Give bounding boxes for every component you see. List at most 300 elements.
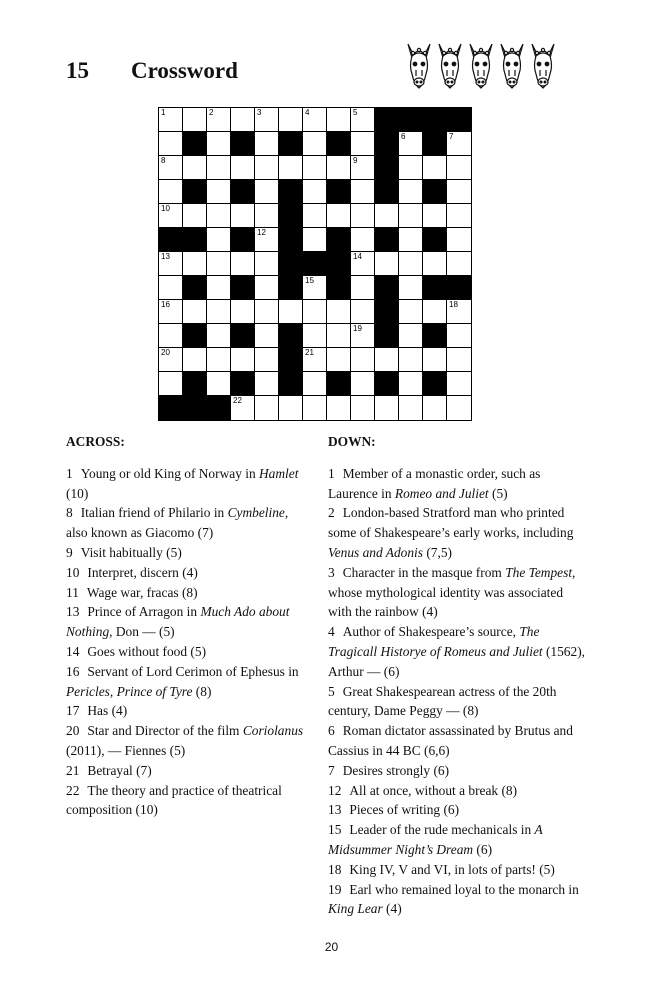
grid-cell[interactable]	[183, 204, 207, 228]
grid-cell[interactable]	[399, 180, 423, 204]
down-clue	[328, 464, 590, 504]
grid-cell-black	[279, 204, 303, 228]
clue-number: 3	[328, 564, 335, 580]
grid-cell-black	[279, 252, 303, 276]
grid-cell[interactable]	[303, 372, 327, 396]
grid-cell-black	[423, 180, 447, 204]
clue-number: 15	[305, 276, 314, 285]
clue-number: 18	[328, 861, 342, 877]
clue-number: 14	[353, 252, 362, 261]
grid-cell-black	[327, 276, 351, 300]
grid-cell-black	[279, 276, 303, 300]
page-title: Crossword	[131, 58, 238, 83]
grid-cell[interactable]	[399, 396, 423, 420]
clue-number: 1	[161, 108, 166, 117]
grid-cell-black	[183, 132, 207, 156]
grid-cell[interactable]	[447, 156, 471, 180]
grid-cell[interactable]	[447, 396, 471, 420]
clue-title-text: Venus and Adonis	[328, 544, 423, 560]
grid-cell[interactable]	[399, 372, 423, 396]
grid-cell[interactable]	[303, 204, 327, 228]
across-clue	[66, 761, 306, 781]
grid-cell-black	[183, 276, 207, 300]
grid-cell[interactable]	[255, 324, 279, 348]
clue-text: Italian friend of Philario in	[80, 505, 228, 521]
across-clue	[66, 642, 306, 662]
grid-cell-black	[279, 228, 303, 252]
grid-cell-black	[279, 348, 303, 372]
grid-cell[interactable]	[207, 372, 231, 396]
grid-cell[interactable]	[207, 252, 231, 276]
grid-cell[interactable]	[231, 204, 255, 228]
grid-cell[interactable]	[279, 396, 303, 420]
clue-number: 3	[257, 108, 262, 117]
clue-number: 1	[328, 465, 335, 481]
grid-cell[interactable]	[303, 156, 327, 180]
grid-cell[interactable]	[255, 180, 279, 204]
grid-cell[interactable]	[423, 396, 447, 420]
clue-number: 16	[161, 300, 170, 309]
grid-cell[interactable]	[255, 348, 279, 372]
grid-cell[interactable]	[183, 300, 207, 324]
grid-cell[interactable]	[207, 300, 231, 324]
grid-cell[interactable]	[159, 180, 183, 204]
grid-cell-black	[375, 300, 399, 324]
grid-cell[interactable]	[447, 132, 471, 156]
grid-cell-black	[399, 108, 423, 132]
grid-cell[interactable]	[351, 300, 375, 324]
clue-number: 6	[401, 132, 406, 141]
grid-cell-black	[231, 324, 255, 348]
grid-cell[interactable]	[399, 276, 423, 300]
clue-text: Goes without food (5)	[87, 643, 207, 659]
grid-cell[interactable]	[255, 132, 279, 156]
down-clue	[328, 820, 590, 860]
grid-cell[interactable]	[447, 228, 471, 252]
clue-text: Prince of Arragon in	[87, 604, 201, 620]
grid-cell[interactable]	[159, 108, 183, 132]
grid-cell-black	[303, 252, 327, 276]
grid-cell-black	[375, 372, 399, 396]
clue-text: London-based Stratford man who printed some of Shakespeare’s early works, including	[328, 505, 574, 541]
clue-text: King IV, V and VI, in lots of parts! (5)	[349, 861, 555, 877]
grid-cell-black	[423, 132, 447, 156]
grid-cell[interactable]	[351, 156, 375, 180]
grid-cell[interactable]	[207, 108, 231, 132]
grid-cell[interactable]	[303, 300, 327, 324]
clue-text: Leader of the rude mechanicals in	[349, 822, 535, 838]
down-clue	[328, 880, 590, 920]
grid-cell[interactable]	[399, 300, 423, 324]
clue-number: 13	[66, 604, 80, 620]
grid-cell[interactable]	[207, 156, 231, 180]
clue-number: 4	[328, 624, 335, 640]
grid-cell[interactable]	[255, 228, 279, 252]
clue-title-text: A Midsummer Night’s Dream	[328, 822, 543, 857]
grid-cell-black	[327, 228, 351, 252]
grid-cell[interactable]	[375, 348, 399, 372]
clue-number: 6	[328, 723, 335, 739]
grid-cell[interactable]	[159, 348, 183, 372]
grid-cell-black	[375, 276, 399, 300]
down-clue	[328, 563, 590, 622]
grid-cell[interactable]	[207, 324, 231, 348]
grid-cell-black	[231, 180, 255, 204]
down-clue	[328, 682, 590, 722]
grid-cell[interactable]	[423, 204, 447, 228]
grid-cell-black	[447, 276, 471, 300]
clue-text: Earl who remained loyal to the monarch in	[349, 881, 579, 897]
grid-cell[interactable]	[351, 180, 375, 204]
grid-cell[interactable]	[327, 108, 351, 132]
down-heading: DOWN:	[328, 434, 376, 449]
grid-cell[interactable]	[159, 156, 183, 180]
grid-cell[interactable]	[447, 324, 471, 348]
clue-text: Visit habitually (5)	[80, 544, 182, 560]
clue-number: 2	[209, 108, 214, 117]
grid-cell[interactable]	[183, 156, 207, 180]
clue-text: , also known as Giacomo (7)	[66, 505, 289, 541]
grid-cell[interactable]	[159, 276, 183, 300]
clue-text: Young or old King of Norway in	[80, 465, 259, 481]
grid-cell[interactable]	[351, 108, 375, 132]
clue-number: 15	[328, 822, 342, 838]
across-clue	[66, 543, 306, 563]
grid-cell[interactable]	[399, 204, 423, 228]
grid-cell[interactable]	[399, 132, 423, 156]
clue-number: 2	[328, 505, 335, 521]
grid-cell-black	[327, 180, 351, 204]
grid-cell[interactable]	[207, 276, 231, 300]
grid-cell-black	[183, 180, 207, 204]
grid-cell[interactable]	[351, 372, 375, 396]
clue-number: 5	[353, 108, 358, 117]
across-clue	[66, 781, 306, 821]
grid-cell[interactable]	[255, 204, 279, 228]
grid-cell[interactable]	[327, 396, 351, 420]
grid-cell[interactable]	[255, 276, 279, 300]
across-clue	[66, 721, 306, 761]
grid-cell[interactable]	[399, 156, 423, 180]
puzzle-number: 15	[66, 58, 89, 83]
clue-text: Star and Director of the film	[87, 723, 243, 739]
grid-cell[interactable]	[327, 156, 351, 180]
difficulty-rating	[404, 40, 562, 92]
grid-cell-black	[279, 324, 303, 348]
down-clue-list	[328, 464, 590, 919]
clue-number: 7	[328, 762, 335, 778]
grid-cell[interactable]	[303, 108, 327, 132]
grid-cell-black	[207, 396, 231, 420]
grid-cell-black	[231, 372, 255, 396]
grid-cell[interactable]	[255, 396, 279, 420]
grid-cell[interactable]	[351, 204, 375, 228]
clue-text: The theory and practice of theatrical composition (10)	[66, 782, 282, 818]
grid-cell[interactable]	[207, 132, 231, 156]
grid-cell[interactable]	[183, 108, 207, 132]
clue-title-text: King Lear	[328, 901, 383, 917]
grid-cell[interactable]	[351, 132, 375, 156]
clue-text: (10)	[66, 485, 89, 501]
grid-cell-black	[159, 396, 183, 420]
clue-text: (6)	[473, 841, 493, 857]
grid-cell[interactable]	[399, 228, 423, 252]
clue-text: , Don — (5)	[109, 624, 175, 640]
grid-cell[interactable]	[327, 300, 351, 324]
grid-cell[interactable]	[303, 396, 327, 420]
clue-text: Great Shakespearean actress of the 20th century, Dame Peggy — (8)	[328, 683, 557, 719]
grid-cell-black	[447, 108, 471, 132]
clue-number: 13	[161, 252, 170, 261]
clue-number: 9	[353, 156, 358, 165]
grid-cell[interactable]	[399, 324, 423, 348]
grid-cell[interactable]	[231, 108, 255, 132]
down-clue	[328, 721, 590, 761]
grid-cell[interactable]	[447, 180, 471, 204]
clue-text: (7,5)	[422, 544, 452, 560]
grid-cell-black	[159, 228, 183, 252]
grid-cell[interactable]	[303, 132, 327, 156]
clue-text: (5)	[488, 485, 508, 501]
across-clue	[66, 662, 306, 702]
clue-text: Roman dictator assassinated by Brutus and Cassius in 44 BC (6,6)	[328, 723, 573, 758]
grid-cell[interactable]	[255, 252, 279, 276]
grid-cell[interactable]	[159, 372, 183, 396]
clue-number: 10	[161, 204, 170, 213]
grid-cell[interactable]	[399, 348, 423, 372]
clue-text: Member of a monastic order, such as Laurence in	[328, 465, 541, 501]
grid-cell-black	[375, 132, 399, 156]
grid-cell[interactable]	[183, 348, 207, 372]
clue-number: 11	[66, 584, 79, 600]
grid-cell[interactable]	[351, 324, 375, 348]
across-clue	[66, 503, 306, 543]
across-clue	[66, 563, 306, 583]
clue-text: Has (4)	[87, 703, 128, 719]
clue-title-text: Pericles, Prince of Tyre	[66, 683, 193, 699]
clue-number: 12	[328, 782, 342, 798]
grid-cell[interactable]	[231, 156, 255, 180]
grid-cell[interactable]	[183, 252, 207, 276]
clue-number: 21	[66, 762, 80, 778]
grid-cell-black	[375, 228, 399, 252]
grid-cell-black	[279, 132, 303, 156]
clue-number: 8	[66, 505, 73, 521]
clue-text: Character in the masque from	[342, 564, 506, 580]
clue-number: 17	[377, 300, 386, 309]
clue-number: 17	[66, 703, 80, 719]
across-clue	[66, 701, 306, 721]
clue-text: (8)	[192, 683, 212, 699]
grid-cell[interactable]	[351, 228, 375, 252]
clue-number: 11	[281, 204, 290, 213]
grid-cell-black	[423, 324, 447, 348]
grid-cell[interactable]	[423, 252, 447, 276]
across-clue-list	[66, 464, 306, 820]
donkey-head-icon	[501, 44, 523, 88]
grid-cell-black	[423, 276, 447, 300]
clue-text: , whose mythological identity was associated with the rainbow (4)	[328, 564, 576, 620]
clue-text: Interpret, discern (4)	[87, 564, 198, 580]
grid-cell-black	[183, 228, 207, 252]
grid-cell[interactable]	[255, 156, 279, 180]
clue-number: 14	[66, 643, 80, 659]
grid-cell[interactable]	[279, 108, 303, 132]
clue-text: Author of Shakespeare’s source,	[342, 624, 520, 640]
grid-cell-black	[423, 228, 447, 252]
grid-cell[interactable]	[207, 204, 231, 228]
clue-number: 13	[328, 802, 342, 818]
grid-cell-black	[279, 372, 303, 396]
crossword-grid	[158, 107, 472, 421]
clue-title-text: Coriolanus	[242, 723, 304, 739]
grid-cell[interactable]	[255, 300, 279, 324]
grid-cell[interactable]	[303, 180, 327, 204]
clue-number: 10	[66, 564, 80, 580]
grid-cell-black	[231, 228, 255, 252]
grid-cell[interactable]	[207, 180, 231, 204]
grid-cell-black	[231, 276, 255, 300]
grid-cell[interactable]	[159, 132, 183, 156]
page-number: 20	[324, 940, 339, 954]
clue-text: Betrayal (7)	[87, 762, 152, 778]
grid-cell-black	[375, 156, 399, 180]
grid-cell[interactable]	[423, 348, 447, 372]
clue-title-text: The Tragicall Historye of Romeus and Juliet	[328, 624, 543, 659]
clue-text: Pieces of writing (6)	[349, 802, 460, 818]
grid-cell-black	[375, 324, 399, 348]
grid-cell[interactable]	[375, 396, 399, 420]
grid-cell[interactable]	[255, 108, 279, 132]
clue-number: 8	[161, 156, 166, 165]
across-clue	[66, 464, 306, 504]
grid-cell[interactable]	[303, 324, 327, 348]
grid-cell-black	[231, 132, 255, 156]
grid-cell[interactable]	[159, 324, 183, 348]
grid-cell-black	[183, 324, 207, 348]
grid-cell-black	[183, 372, 207, 396]
grid-cell-black	[423, 372, 447, 396]
grid-cell[interactable]	[447, 348, 471, 372]
grid-cell[interactable]	[327, 324, 351, 348]
clue-number: 5	[328, 683, 335, 699]
clue-number: 9	[66, 544, 73, 560]
grid-cell[interactable]	[303, 348, 327, 372]
down-clue	[328, 800, 590, 820]
grid-cell-black	[327, 132, 351, 156]
grid-cell[interactable]	[159, 204, 183, 228]
clue-number: 19	[353, 324, 362, 333]
grid-cell[interactable]	[351, 348, 375, 372]
grid-cell[interactable]	[159, 252, 183, 276]
clue-number: 7	[449, 132, 454, 141]
clue-title-text: Much Ado about Nothing	[66, 604, 290, 640]
grid-cell-black	[327, 372, 351, 396]
grid-cell[interactable]	[231, 300, 255, 324]
grid-cell[interactable]	[423, 156, 447, 180]
clue-title-text: Romeo and Juliet	[394, 485, 489, 501]
clue-number: 16	[66, 663, 80, 679]
grid-cell[interactable]	[327, 204, 351, 228]
grid-cell-black	[183, 396, 207, 420]
clue-title-text: Cymbeline	[227, 505, 285, 521]
across-heading: ACROSS:	[66, 434, 125, 449]
clue-number: 12	[257, 228, 266, 237]
grid-cell[interactable]	[375, 204, 399, 228]
grid-cell[interactable]	[207, 348, 231, 372]
clue-text: All at once, without a break (8)	[349, 782, 518, 798]
grid-cell[interactable]	[375, 252, 399, 276]
grid-cell[interactable]	[327, 348, 351, 372]
down-clue	[328, 860, 590, 880]
donkey-head-icon	[532, 44, 554, 88]
clue-text: (4)	[382, 901, 402, 917]
clue-title-text: The Tempest	[505, 564, 573, 580]
grid-cell[interactable]	[279, 156, 303, 180]
down-clues	[328, 432, 590, 919]
grid-cell[interactable]	[447, 372, 471, 396]
donkey-head-icon	[408, 44, 430, 88]
clue-number: 1	[66, 465, 73, 481]
grid-cell[interactable]	[399, 252, 423, 276]
grid-cell-black	[423, 108, 447, 132]
down-clue	[328, 503, 590, 562]
grid-cell[interactable]	[231, 396, 255, 420]
clue-text: (1562), Arthur — (6)	[328, 643, 586, 679]
clue-text: Servant of Lord Cerimon of Ephesus in	[87, 663, 299, 679]
clue-number: 22	[233, 396, 242, 405]
clue-text: Wage war, fracas (8)	[86, 584, 198, 600]
donkey-head-icon	[439, 44, 461, 88]
clue-number: 19	[328, 881, 342, 897]
grid-cell[interactable]	[447, 252, 471, 276]
grid-cell[interactable]	[351, 276, 375, 300]
grid-cell-black	[279, 180, 303, 204]
clue-title-text: Hamlet	[259, 465, 299, 481]
clue-number: 18	[449, 300, 458, 309]
down-clue	[328, 761, 590, 781]
grid-cell-black	[375, 108, 399, 132]
clue-text: Desires strongly (6)	[342, 762, 450, 778]
grid-cell[interactable]	[231, 252, 255, 276]
clue-text: (2011), — Fiennes (5)	[66, 742, 186, 758]
grid-cell[interactable]	[159, 300, 183, 324]
grid-cell[interactable]	[423, 300, 447, 324]
donkey-head-icon	[470, 44, 492, 88]
grid-cell-black	[327, 252, 351, 276]
across-clues	[66, 432, 306, 820]
down-clue	[328, 781, 590, 801]
clue-number: 20	[161, 348, 170, 357]
across-clue	[66, 602, 306, 642]
clue-number: 20	[66, 723, 80, 739]
grid-cell[interactable]	[303, 276, 327, 300]
grid-cell[interactable]	[279, 300, 303, 324]
grid-cell[interactable]	[303, 228, 327, 252]
clue-number: 21	[305, 348, 314, 357]
grid-cell[interactable]	[351, 252, 375, 276]
grid-cell[interactable]	[207, 228, 231, 252]
grid-cell[interactable]	[447, 300, 471, 324]
clue-number: 4	[305, 108, 310, 117]
grid-cell[interactable]	[351, 396, 375, 420]
grid-cell[interactable]	[255, 372, 279, 396]
grid-cell[interactable]	[447, 204, 471, 228]
grid-cell-black	[375, 180, 399, 204]
across-clue	[66, 583, 306, 603]
grid-cell[interactable]	[231, 348, 255, 372]
clue-number: 22	[66, 782, 80, 798]
